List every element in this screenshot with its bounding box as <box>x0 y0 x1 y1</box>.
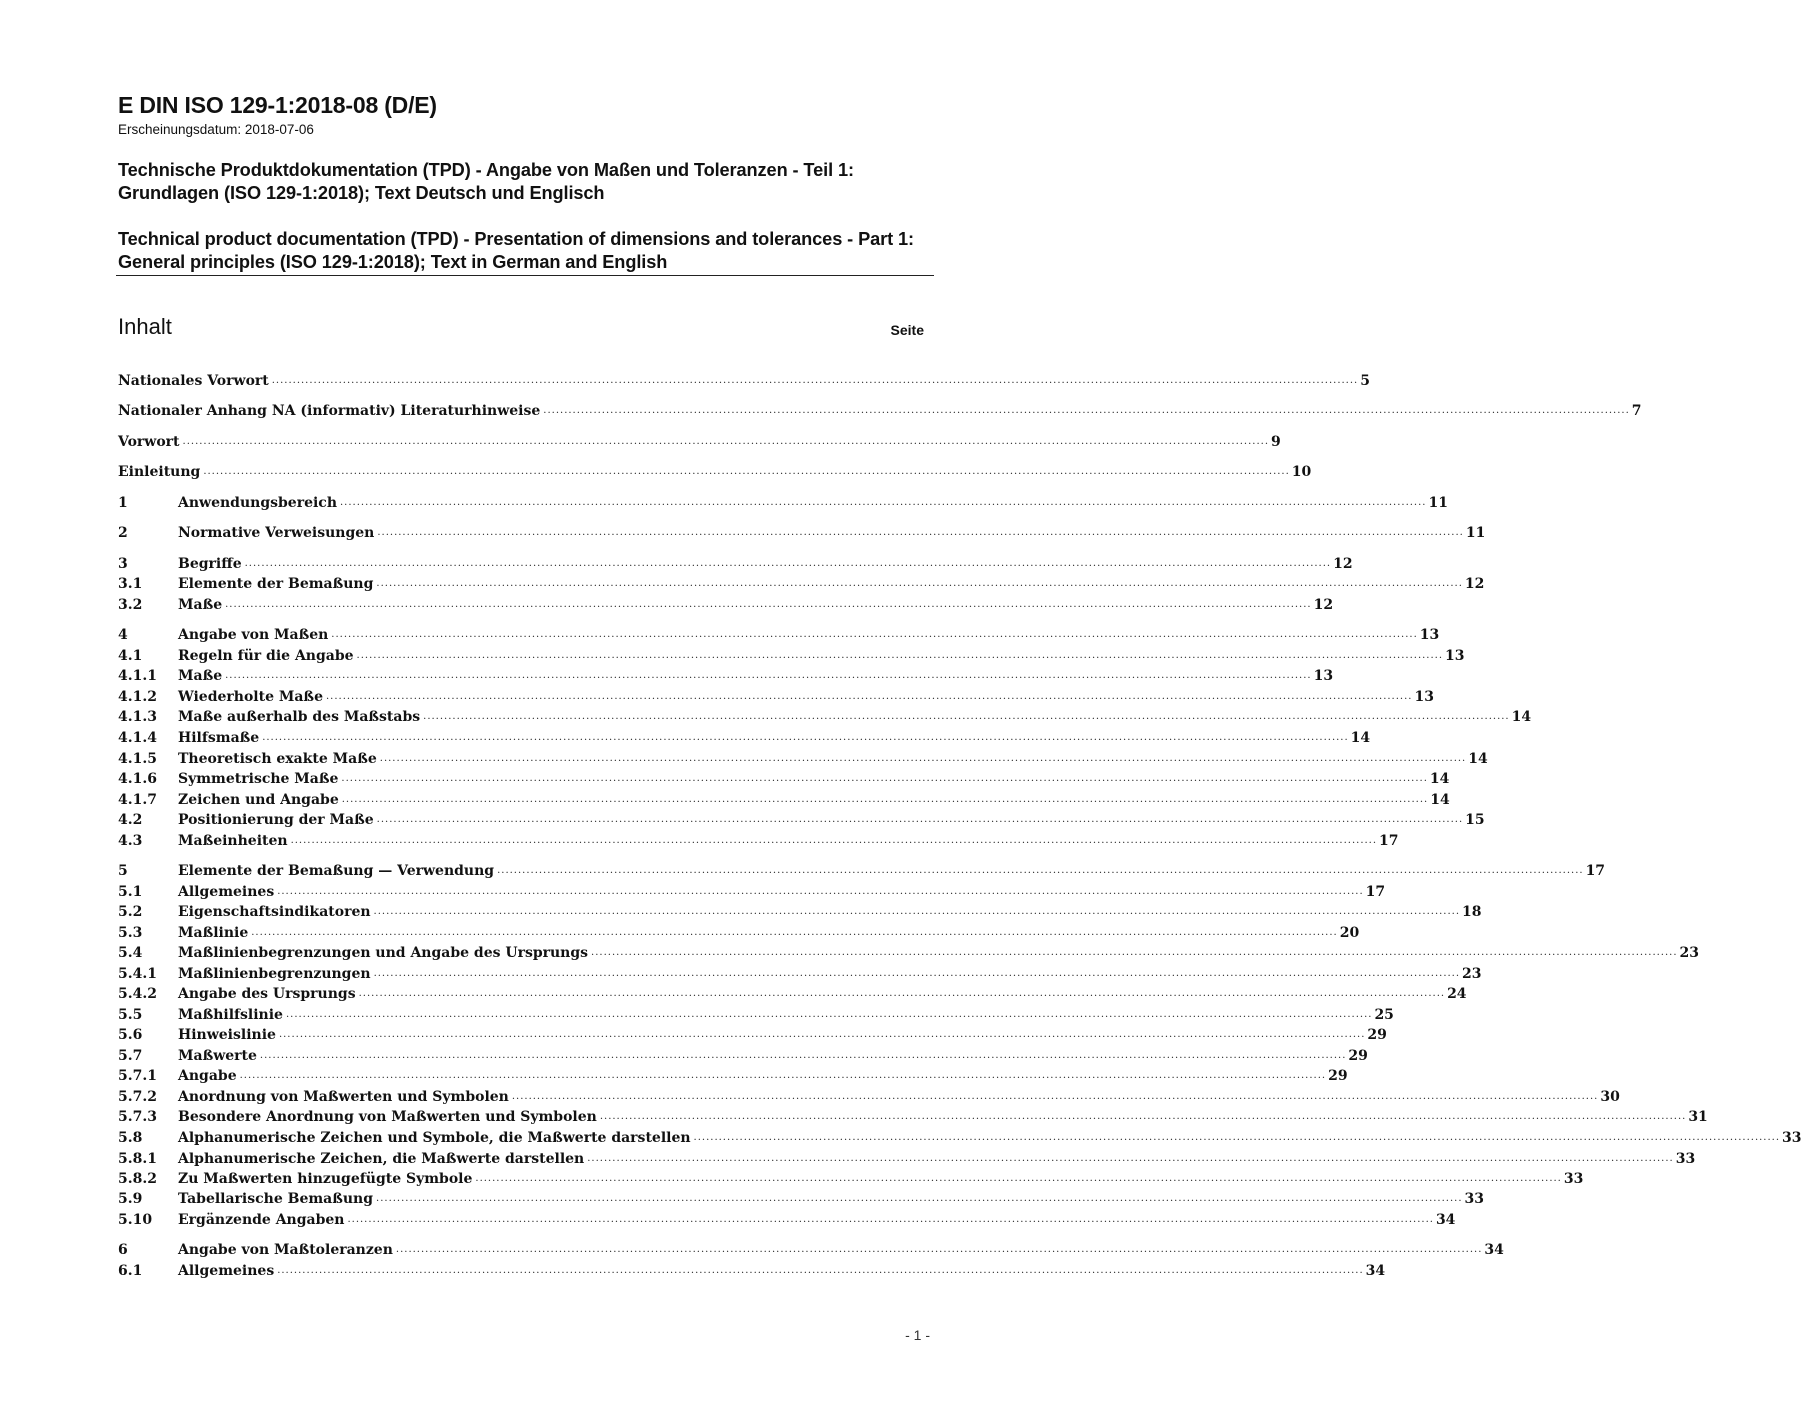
toc-entry-title: Maßlinienbegrenzungen <box>178 966 371 982</box>
toc-entry-title: Zeichen und Angabe <box>178 792 339 808</box>
toc-entry[interactable] <box>118 1046 1368 1066</box>
publication-date: Erscheinungsdatum: 2018-07-06 <box>118 122 314 137</box>
toc-entry-page: 24 <box>1447 986 1467 1002</box>
toc-dot-leader: .................................................................................................................................................................................................................................................................... <box>340 497 1427 508</box>
toc-entry-page: 17 <box>1365 884 1386 900</box>
header-divider <box>116 275 934 276</box>
toc-entry-title: Angabe von Maßtoleranzen <box>178 1242 393 1258</box>
toc-entry-number: 2 <box>118 525 128 541</box>
toc-entry-page: 15 <box>1465 812 1485 828</box>
toc-entry-page: 23 <box>1462 966 1482 982</box>
toc-entry-title: Symmetrische Maße <box>178 771 339 787</box>
toc-entry[interactable] <box>118 1240 1504 1260</box>
toc-entry-title: Maße <box>178 668 223 684</box>
toc-entry-title: Theoretisch exakte Maße <box>178 751 377 767</box>
toc-entry-number: 5.4.1 <box>118 966 157 982</box>
toc-entry-title: Maßhilfslinie <box>178 1007 283 1023</box>
toc-entry-title: Tabellarische Bemaßung <box>178 1191 374 1207</box>
toc-entry-title: Eigenschaftsindikatoren <box>178 904 371 920</box>
toc-entry-title: Allgemeines <box>178 884 275 900</box>
toc-entry-page: 20 <box>1339 925 1360 941</box>
toc-entry-page: 14 <box>1350 730 1371 746</box>
toc-entry-number: 1 <box>118 495 128 511</box>
toc-dot-leader: .................................................................................................................................................................................................................................................................... <box>225 670 1312 681</box>
toc-page-column-label: Seite <box>890 322 924 338</box>
toc-entry-title: Einleitung <box>118 464 201 480</box>
toc-entry-number: 5.1 <box>118 884 143 900</box>
toc-dot-leader: .................................................................................................................................................................................................................................................................... <box>497 865 1584 876</box>
toc-entry-title: Wiederholte Maße <box>178 689 323 705</box>
toc-entry-page: 33 <box>1563 1171 1584 1187</box>
toc-entry-title: Angabe von Maßen <box>178 627 329 643</box>
toc-entry-number: 5.8.1 <box>118 1151 157 1167</box>
toc-entry-page: 5 <box>1360 373 1370 389</box>
toc-entry[interactable] <box>118 1066 1348 1086</box>
toc-entry-page: 34 <box>1484 1242 1504 1258</box>
toc-entry-title: Nationales Vorwort <box>118 373 269 389</box>
toc-entry-title: Vorwort <box>118 434 180 450</box>
toc-entry[interactable] <box>118 1005 1394 1025</box>
toc-entry[interactable] <box>118 1149 1696 1169</box>
toc-entry-number: 4.1.6 <box>118 771 157 787</box>
toc-entry-page: 11 <box>1428 495 1448 511</box>
toc-entry-title: Ergänzende Angaben <box>178 1212 345 1228</box>
toc-dot-leader: .................................................................................................................................................................................................................................................................... <box>290 835 1378 846</box>
toc-dot-leader: .................................................................................................................................................................................................................................................................... <box>599 1111 1687 1122</box>
document-id: E DIN ISO 129-1:2018-08 (D/E) <box>118 92 437 118</box>
toc-entry-title: Besondere Anordnung von Maßwerten und Symbolen <box>178 1109 597 1125</box>
toc-entry[interactable] <box>118 493 1448 513</box>
toc-entry-page: 13 <box>1414 689 1434 705</box>
toc-entry-title: Maßlinienbegrenzungen und Angabe des Ursprungs <box>178 945 589 961</box>
toc-entry-title: Anordnung von Maßwerten und Symbolen <box>178 1089 509 1105</box>
toc-entry-page: 23 <box>1679 945 1699 961</box>
toc-entry-number: 5.2 <box>118 904 143 920</box>
toc-dot-leader: .................................................................................................................................................................................................................................................................... <box>277 886 1364 897</box>
toc-entry-page: 34 <box>1435 1212 1456 1228</box>
toc-entry-number: 4.1.5 <box>118 751 157 767</box>
toc-entry[interactable] <box>118 831 1399 851</box>
toc-entry[interactable] <box>118 646 1465 666</box>
toc-entry-page: 31 <box>1688 1109 1708 1125</box>
toc-entry-number: 3 <box>118 556 128 572</box>
toc-dot-leader: .................................................................................................................................................................................................................................................................... <box>347 1214 1434 1225</box>
toc-entry-page: 18 <box>1462 904 1482 920</box>
toc-entry-number: 4.2 <box>118 812 143 828</box>
toc-entry[interactable] <box>118 1087 1620 1107</box>
toc-entry-number: 5.4 <box>118 945 143 961</box>
toc-entry[interactable] <box>118 1189 1484 1209</box>
toc-entry-number: 5.4.2 <box>118 986 157 1002</box>
toc-dot-leader: .................................................................................................................................................................................................................................................................... <box>511 1091 1599 1102</box>
toc-entry[interactable] <box>118 1169 1584 1189</box>
toc-dot-leader: .................................................................................................................................................................................................................................................................... <box>376 578 1463 589</box>
toc-entry-number: 5.10 <box>118 1212 153 1228</box>
toc-entry-number: 4 <box>118 627 128 643</box>
toc-entry-number: 5 <box>118 863 128 879</box>
toc-dot-leader: .................................................................................................................................................................................................................................................................... <box>591 947 1678 958</box>
toc-dot-leader: .................................................................................................................................................................................................................................................................... <box>325 691 1413 702</box>
toc-entry-number: 6 <box>118 1242 128 1258</box>
toc-dot-leader: .................................................................................................................................................................................................................................................................... <box>376 814 1464 825</box>
toc-entry-title: Nationaler Anhang NA (informativ) Literaturhinweise <box>118 403 541 419</box>
toc-dot-leader: .................................................................................................................................................................................................................................................................... <box>251 927 1338 938</box>
toc-dot-leader: .................................................................................................................................................................................................................................................................... <box>277 1265 1364 1276</box>
toc-entry[interactable] <box>118 1210 1456 1230</box>
toc-entry[interactable] <box>118 1025 1387 1045</box>
toc-entry[interactable] <box>118 432 1281 452</box>
toc-entry[interactable] <box>118 902 1482 922</box>
toc-entry-number: 4.3 <box>118 833 143 849</box>
toc-dot-leader: .................................................................................................................................................................................................................................................................... <box>271 375 1359 386</box>
toc-dot-leader: .................................................................................................................................................................................................................................................................... <box>395 1244 1483 1255</box>
toc-entry-title: Maßwerte <box>178 1048 257 1064</box>
toc-entry-title: Elemente der Bemaßung <box>178 576 374 592</box>
toc-dot-leader: .................................................................................................................................................................................................................................................................... <box>244 558 1332 569</box>
toc-entry[interactable] <box>118 769 1450 789</box>
toc-dot-leader: .................................................................................................................................................................................................................................................................... <box>475 1173 1562 1184</box>
toc-entry[interactable] <box>118 371 1370 391</box>
toc-entry-page: 12 <box>1333 556 1353 572</box>
toc-dot-leader: .................................................................................................................................................................................................................................................................... <box>182 436 1269 447</box>
title-german: Technische Produktdokumentation (TPD) - Angabe von Maßen und Toleranzen - Teil 1: Grundlagen (ISO 129-1:2018); Text Deutsch und Englisch <box>118 160 854 203</box>
toc-entry-title: Angabe des Ursprungs <box>178 986 356 1002</box>
toc-entry-page: 30 <box>1600 1089 1620 1105</box>
title-english: Technical product documentation (TPD) - Presentation of dimensions and tolerances - Part 1: General principles (ISO 129-1:2018); Text in German and English <box>118 229 914 272</box>
toc-entry-number: 5.6 <box>118 1027 143 1043</box>
toc-entry[interactable] <box>118 923 1360 943</box>
toc-entry[interactable] <box>118 574 1485 594</box>
toc-entry[interactable] <box>118 401 1642 421</box>
toc-dot-leader: .................................................................................................................................................................................................................................................................... <box>693 1132 1781 1143</box>
toc-entry-number: 4.1 <box>118 648 143 664</box>
toc-entry-number: 5.7 <box>118 1048 143 1064</box>
toc-entry[interactable] <box>118 707 1532 727</box>
toc-entry-number: 5.8.2 <box>118 1171 157 1187</box>
toc-entry[interactable] <box>118 882 1386 902</box>
toc-entry[interactable] <box>118 687 1434 707</box>
toc-entry[interactable] <box>118 790 1450 810</box>
toc-entry-title: Allgemeines <box>178 1263 275 1279</box>
toc-entry-page: 17 <box>1379 833 1399 849</box>
toc-entry-page: 14 <box>1429 771 1450 787</box>
toc-dot-leader: .................................................................................................................................................................................................................................................................... <box>341 794 1429 805</box>
toc-entry-page: 17 <box>1585 863 1606 879</box>
toc-entry-page: 14 <box>1468 751 1488 767</box>
toc-entry-number: 4.1.4 <box>118 730 157 746</box>
toc-entry-number: 5.7.1 <box>118 1068 157 1084</box>
toc-entry-title: Positionierung der Maße <box>178 812 374 828</box>
toc-entry[interactable] <box>118 964 1482 984</box>
toc-heading: Inhalt <box>118 314 172 339</box>
toc-entry-number: 4.1.3 <box>118 709 157 725</box>
toc-dot-leader: .................................................................................................................................................................................................................................................................... <box>543 405 1630 416</box>
toc-entry-page: 34 <box>1365 1263 1386 1279</box>
toc-dot-leader: .................................................................................................................................................................................................................................................................... <box>587 1153 1674 1164</box>
toc-entry-page: 29 <box>1328 1068 1348 1084</box>
toc-dot-leader: .................................................................................................................................................................................................................................................................... <box>262 732 1349 743</box>
page-number: - 1 - <box>905 1327 930 1343</box>
toc-dot-leader: .................................................................................................................................................................................................................................................................... <box>225 599 1312 610</box>
toc-entry-title: Alphanumerische Zeichen und Symbole, die Maßwerte darstellen <box>178 1130 691 1146</box>
toc-dot-leader: .................................................................................................................................................................................................................................................................... <box>423 711 1510 722</box>
toc-dot-leader: .................................................................................................................................................................................................................................................................... <box>373 906 1461 917</box>
toc-entry-page: 13 <box>1313 668 1334 684</box>
toc-entry[interactable] <box>118 523 1486 543</box>
toc-entry[interactable] <box>118 554 1353 574</box>
toc-entry-page: 25 <box>1374 1007 1394 1023</box>
toc-entry-number: 6.1 <box>118 1263 143 1279</box>
toc-entry-title: Regeln für die Angabe <box>178 648 354 664</box>
toc-entry-page: 14 <box>1430 792 1450 808</box>
toc-entry-title: Begriffe <box>178 556 242 572</box>
toc-entry-title: Maße <box>178 597 223 613</box>
toc-entry-page: 33 <box>1782 1130 1802 1146</box>
toc-entry-number: 3.1 <box>118 576 143 592</box>
toc-entry-number: 5.7.3 <box>118 1109 157 1125</box>
toc-entry-number: 4.1.1 <box>118 668 157 684</box>
toc-entry-title: Zu Maßwerten hinzugefügte Symbole <box>178 1171 473 1187</box>
toc-entry-number: 3.2 <box>118 597 143 613</box>
toc-entry-title: Maße außerhalb des Maßstabs <box>178 709 421 725</box>
toc-dot-leader: .................................................................................................................................................................................................................................................................... <box>379 753 1467 764</box>
toc-dot-leader: .................................................................................................................................................................................................................................................................... <box>356 650 1444 661</box>
toc-dot-leader: .................................................................................................................................................................................................................................................................... <box>377 527 1464 538</box>
toc-entry-title: Hinweislinie <box>178 1027 276 1043</box>
toc-entry-number: 5.7.2 <box>118 1089 157 1105</box>
toc-dot-leader: .................................................................................................................................................................................................................................................................... <box>278 1029 1366 1040</box>
toc-entry-number: 4.1.7 <box>118 792 157 808</box>
toc-entry-title: Anwendungsbereich <box>178 495 337 511</box>
toc-dot-leader: .................................................................................................................................................................................................................................................................... <box>373 968 1461 979</box>
toc-entry-page: 33 <box>1464 1191 1484 1207</box>
toc-entry-page: 13 <box>1419 627 1440 643</box>
toc-entry-page: 14 <box>1511 709 1532 725</box>
toc-entry[interactable] <box>118 1107 1708 1127</box>
toc-entry[interactable] <box>118 1128 1802 1148</box>
toc-entry[interactable] <box>118 943 1699 963</box>
toc-entry[interactable] <box>118 861 1606 881</box>
toc-entry-title: Normative Verweisungen <box>178 525 375 541</box>
toc-entry-page: 10 <box>1291 464 1312 480</box>
toc-entry[interactable] <box>118 462 1312 482</box>
toc-dot-leader: .................................................................................................................................................................................................................................................................... <box>376 1193 1463 1204</box>
toc-dot-leader: .................................................................................................................................................................................................................................................................... <box>203 466 1290 477</box>
toc-entry-page: 13 <box>1445 648 1465 664</box>
toc-dot-leader: .................................................................................................................................................................................................................................................................... <box>331 629 1418 640</box>
toc-entry-page: 7 <box>1631 403 1642 419</box>
toc-entry-page: 9 <box>1271 434 1281 450</box>
toc-entry[interactable] <box>118 810 1485 830</box>
toc-entry-title: Angabe <box>178 1068 237 1084</box>
toc-entry[interactable] <box>118 984 1467 1004</box>
toc-entry-title: Hilfsmaße <box>178 730 260 746</box>
toc-entry[interactable] <box>118 1261 1386 1281</box>
toc-entry-number: 5.9 <box>118 1191 143 1207</box>
toc-entry-page: 29 <box>1367 1027 1387 1043</box>
toc-entry-title: Maßeinheiten <box>178 833 288 849</box>
toc-entry-number: 5.3 <box>118 925 143 941</box>
toc-entry-page: 12 <box>1313 597 1334 613</box>
toc-entry[interactable] <box>118 595 1334 615</box>
toc-dot-leader: .................................................................................................................................................................................................................................................................... <box>341 773 1428 784</box>
toc-entry-page: 11 <box>1465 525 1486 541</box>
toc-entry[interactable] <box>118 625 1440 645</box>
toc-entry-number: 5.5 <box>118 1007 143 1023</box>
toc-entry[interactable] <box>118 749 1488 769</box>
toc-entry-page: 33 <box>1675 1151 1696 1167</box>
toc-entry-title: Elemente der Bemaßung — Verwendung <box>178 863 495 879</box>
toc-dot-leader: .................................................................................................................................................................................................................................................................... <box>259 1050 1347 1061</box>
toc-entry[interactable] <box>118 666 1334 686</box>
toc-dot-leader: .................................................................................................................................................................................................................................................................... <box>358 988 1446 999</box>
toc-entry-number: 4.1.2 <box>118 689 157 705</box>
toc-entry-page: 29 <box>1348 1048 1368 1064</box>
toc-entry[interactable] <box>118 728 1371 748</box>
toc-entry-title: Maßlinie <box>178 925 249 941</box>
toc-entry-page: 12 <box>1464 576 1485 592</box>
toc-entry-title: Alphanumerische Zeichen, die Maßwerte darstellen <box>178 1151 585 1167</box>
toc-entry-number: 5.8 <box>118 1130 143 1146</box>
toc-dot-leader: .................................................................................................................................................................................................................................................................... <box>285 1009 1373 1020</box>
toc-dot-leader: .................................................................................................................................................................................................................................................................... <box>239 1070 1327 1081</box>
